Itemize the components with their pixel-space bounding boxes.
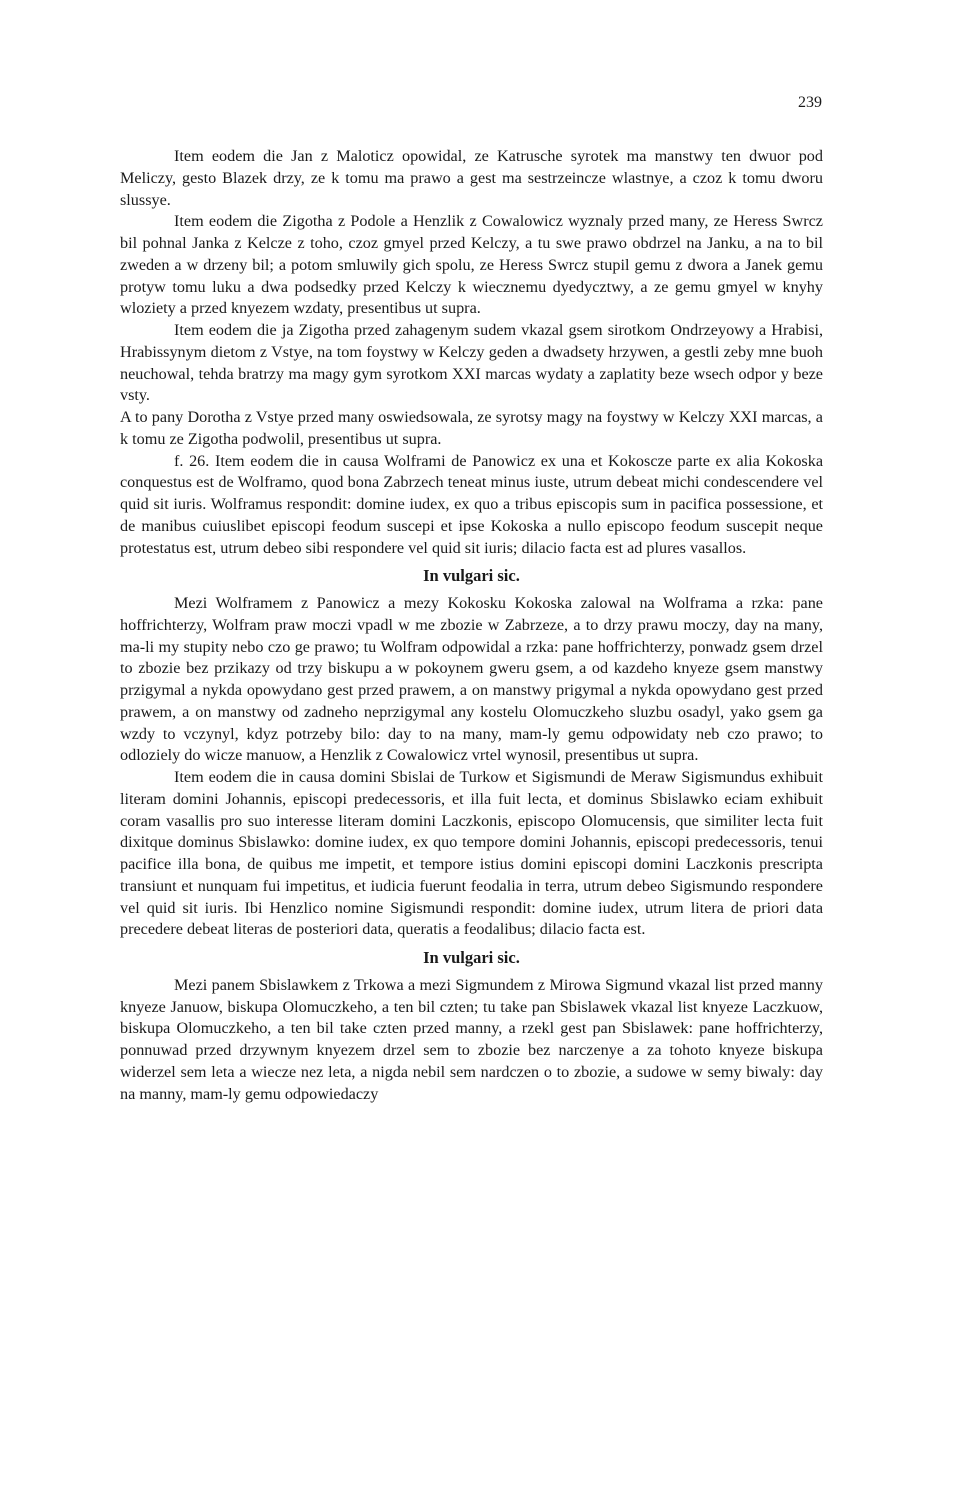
paragraph-2: Item eodem die Zigotha z Podole a Henzlik z Cowalowicz wyznaly przed many, ze Heress Swrcz bil pohnal Janka z Kelcze z toho, czoz gmyel przed Kelczy, a tu swe prawo obdrzel na Janku, a na to bil zweden a w drzeny bil; a potom smluwily gich spolu, ze Heress Swrcz stupil gemu z dwora a Janek gemu protyw tomu luku a dwa podsedky przed Kelczy k wiecznemu dyedycztwy, a ze gemu gmyel w knyhy wloziety a przed knyezem wzdaty, presentibus ut supra. bbox=[120, 212, 823, 318]
paragraph-6: Mezi Wolframem z Panowicz a mezy Kokosku Kokoska zalowal na Wolframa a rzka: pane hoffrichterzy, Wolfram praw moczi vpadl w me zbozie w Zabrzeze, a to drzy prawu moczy, day na many, ma-li my stupity nebo czo ge prawo; tu Wolfram odpowidal a rzka: pane hoffrichterzy, ponwadz gsem drzel to zbozie bez przikazy od trzy biskupu a w pokoynem gweru gsem, a od kazdeho knyeze gsem manstwy przigymal a nykda opowydano gest przed prawem, a on manstwy prigymal a nykda opowydano gest przed prawem, a on manstwy od zadneho neprzigymal any kostelu Olomuczkeho sluzbu osadyl, yako gsem ga wzdy to vczynyl, kdyz potrzeby bilo: day to na many, mam-ly gemu odpowidaty neb czo prawo; to odloziely do wicze manuow, a Henzlik z Cowalowicz vrtel wynosil, presentibus ut supra. bbox=[120, 594, 823, 765]
paragraph-1: Item eodem die Jan z Maloticz opowidal, ze Katrusche syrotek ma manstwy ten dwuor pod Meliczy, gesto Blazek drzy, ze k tomu ma prawo a gest ma sestrzeincze wlastnye, a czoz k tomu dworu slussye. bbox=[120, 147, 823, 209]
paragraph-8: Mezi panem Sbislawkem z Trkowa a mezi Sigmundem z Mirowa Sigmund vkazal list przed manny knyeze Januow, biskupa Olomuczkeho, a ten bil czten; tu take pan Sbislawek vkazal list knyeze Laczkuow, biskupa Olomuczkeho, a ten bil take czten przed manny, a rzekl gest pan Sbislawek: pane hoffrichterzy, ponnuwad przed drzywnym knyezem drzel sem to zbozie bez narczenye a za tohoto knyeze biskupa widerzel sem leta a wiecze nez leta, a nigda nebil sem nardczen o to zbozie, a sudowe w semy biwaly: day na manny, mam-ly gemu odpowiedaczy bbox=[120, 975, 823, 1103]
paragraph-5: f. 26. Item eodem die in causa Wolframi de Panowicz ex una et Kokoscze parte ex alia Kokoska conquestus est de Wolframo, quod bona Zabrzech teneat minus iuste, utrum debeat michi condescendere vel quid sit iuris. Wolframus respondit: domine iudex, ex quo a tribus episcopis sum in pacifica possessione, et de manibus cuiuslibet episcopi feodum suscepi et ipse Kokoska a nullo episcopo feodum suscepit neque protestatus est, utrum debeo sibi respondere vel quid sit iuris; dilacio facta est ad plures vasallos. bbox=[120, 451, 823, 557]
document-body bbox=[120, 146, 823, 1105]
paragraph-3: Item eodem die ja Zigotha przed zahagenym sudem vkazal gsem sirotkom Ondrzeyowy a Hrabisi, Hrabissynym dietom z Vstye, na tom foystwy w Kelczy geden a dwadsety hrzywen, a gestli zeby mne buoh neuchowal, tehda bratrzy ma magy gym syrotkom XXI marcas wydaty a zaplatity beze wsech odpor y beze vsty. bbox=[120, 321, 823, 405]
paragraph-4: A to pany Dorotha z Vstye przed many oswiedsowala, ze syrotsy magy na foystwy w Kelczy XXI marcas, a k tomu ze Zigotha podwolil, presentibus ut supra. bbox=[120, 408, 823, 448]
section-heading-2: In vulgari sic. bbox=[423, 948, 520, 967]
page-number: 239 bbox=[798, 94, 822, 111]
paragraph-7: Item eodem die in causa domini Sbislai de Turkow et Sigismundi de Meraw Sigismundus exhibuit literam domini Johannis, episcopi predecessoris, et illa fuit lecta, et dominus Sbislawko eciam exhibuit coram vasallis pro suo interesse literam domini Laczkonis, episcopo Olomucensis, que similiter lecta fuit dixitque dominus Sbislawko: domine iudex, ex quo tempore domini Johannis, episcopi predecessoris, tenui pacifice illa bona, de quibus me impetit, et tempore istius domini episcopi domini Laczkonis prescripta transiunt et nunquam fui impetitus, et iudicia fuerunt feodalia in terra, utrum debeo Sigismundo respondere vel quid sit iuris. Ibi Henzlico nomine Sigismundi respondit: domine iudex, utrum litera de priori data precedere debeat literas de posteriori data, queratis a feodalibus; dilacio facta est. bbox=[120, 768, 823, 939]
section-heading-1: In vulgari sic. bbox=[423, 566, 520, 586]
